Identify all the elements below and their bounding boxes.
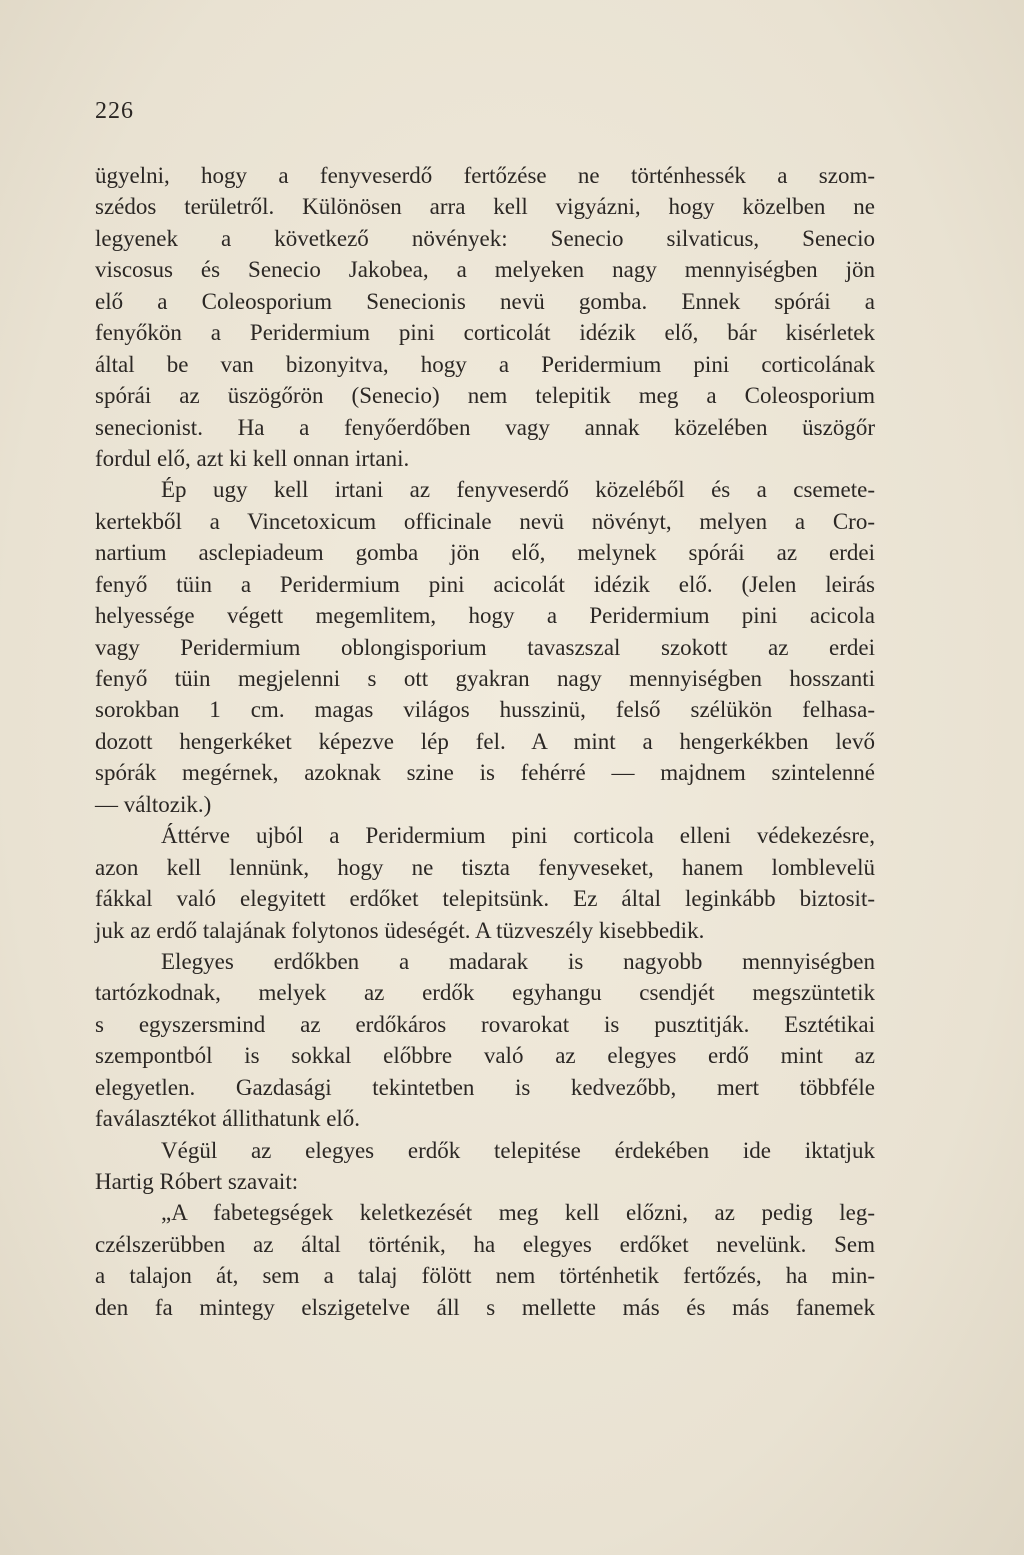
text-line: kertekből a Vincetoxicum officinale nevü növényt, melyen a Cro- xyxy=(95,508,875,534)
text-line: elegyetlen. Gazdasági tekintetben is kedvezőbb, mert többféle xyxy=(95,1074,875,1100)
text-line: fenyő tüin megjelenni s ott gyakran nagy mennyiségben hosszanti xyxy=(95,666,875,691)
text-line: dozott hengerkéket képezve lép fel. A mint a hengerkékben levő xyxy=(95,728,875,754)
text-line: — változik.) xyxy=(95,791,212,817)
text-line: „A fabetegségek keletkezését meg kell előzni, az pedig leg- xyxy=(161,1200,875,1226)
text-line: által be van bizonyitva, hogy a Peridermium pini corticolának xyxy=(95,351,875,377)
text-line: juk az erdő talajának folytonos üdeségét. A tüzveszély kisebbedik. xyxy=(95,917,705,943)
text-line: nartium asclepiadeum gomba jön elő, melynek spórái az erdei xyxy=(95,540,875,566)
text-line: fordul elő, azt ki kell onnan irtani. xyxy=(95,445,410,471)
text-line: den fa mintegy elszigetelve áll s mellette más és más fanemek xyxy=(95,1294,875,1320)
text-line: senecionist. Ha a fenyőerdőben vagy annak közelében üszögőr xyxy=(95,414,875,440)
text-line: viscosus és Senecio Jakobea, a melyeken nagy mennyiségben jön xyxy=(95,257,875,283)
text-line: szédos területről. Különösen arra kell vigyázni, hogy közelben ne xyxy=(95,194,875,220)
text-line: szempontból is sokkal előbbre való az elegyes erdő mint az xyxy=(95,1043,875,1069)
text-line: faválasztékot állithatunk elő. xyxy=(95,1106,361,1132)
text-line: fenyő tüin a Peridermium pini acicolát idézik elő. (Jelen leirás xyxy=(95,571,875,597)
body-text xyxy=(95,160,875,1323)
text-line: helyessége végett megemlitem, hogy a Peridermium pini acicola xyxy=(95,603,875,629)
text-line: elő a Coleosporium Senecionis nevü gomba. Ennek spórái a xyxy=(95,288,875,314)
text-line: vagy Peridermium oblongisporium tavaszszal szokott az erdei xyxy=(95,634,875,660)
text-line: legyenek a következő növények: Senecio silvaticus, Senecio xyxy=(95,225,875,251)
text-line: sorokban 1 cm. magas világos husszinü, felső szélükön felhasa- xyxy=(95,697,875,723)
text-line: s egyszersmind az erdőkáros rovarokat is pusztitják. Esztétikai xyxy=(95,1011,875,1037)
text-line: tartózkodnak, melyek az erdők egyhangu csendjét megszüntetik xyxy=(95,980,875,1006)
text-line: fenyőkön a Peridermium pini corticolát idézik elő, bár kisérletek xyxy=(95,320,875,346)
text-line: Áttérve ujból a Peridermium pini corticola elleni védekezésre, xyxy=(161,823,875,849)
text-line: fákkal való elegyitett erdőket telepitsünk. Ez által leginkább biztosit- xyxy=(95,886,875,912)
text-line: czélszerübben az által történik, ha elegyes erdőket nevelünk. Sem xyxy=(95,1231,875,1257)
text-line: a talajon át, sem a talaj fölött nem történhetik fertőzés, ha min- xyxy=(95,1263,875,1289)
text-line: Ép ugy kell irtani az fenyveserdő közeléből és a csemete- xyxy=(161,477,875,503)
text-line: Végül az elegyes erdők telepitése érdekében ide iktatjuk xyxy=(161,1137,875,1163)
text-line: Elegyes erdőkben a madarak is nagyobb mennyiségben xyxy=(161,948,875,974)
text-line: spórái az üszögőrön (Senecio) nem telepitik meg a Coleosporium xyxy=(95,383,875,409)
text-line: spórák megérnek, azoknak szine is fehérré — majdnem szintelenné xyxy=(95,760,875,786)
page-number: 226 xyxy=(95,98,134,124)
text-line: ügyelni, hogy a fenyveserdő fertőzése ne történhessék a szom- xyxy=(95,163,875,188)
text-line: Hartig Róbert szavait: xyxy=(95,1169,299,1194)
text-line: azon kell lennünk, hogy ne tiszta fenyveseket, hanem lomblevelü xyxy=(95,854,875,880)
